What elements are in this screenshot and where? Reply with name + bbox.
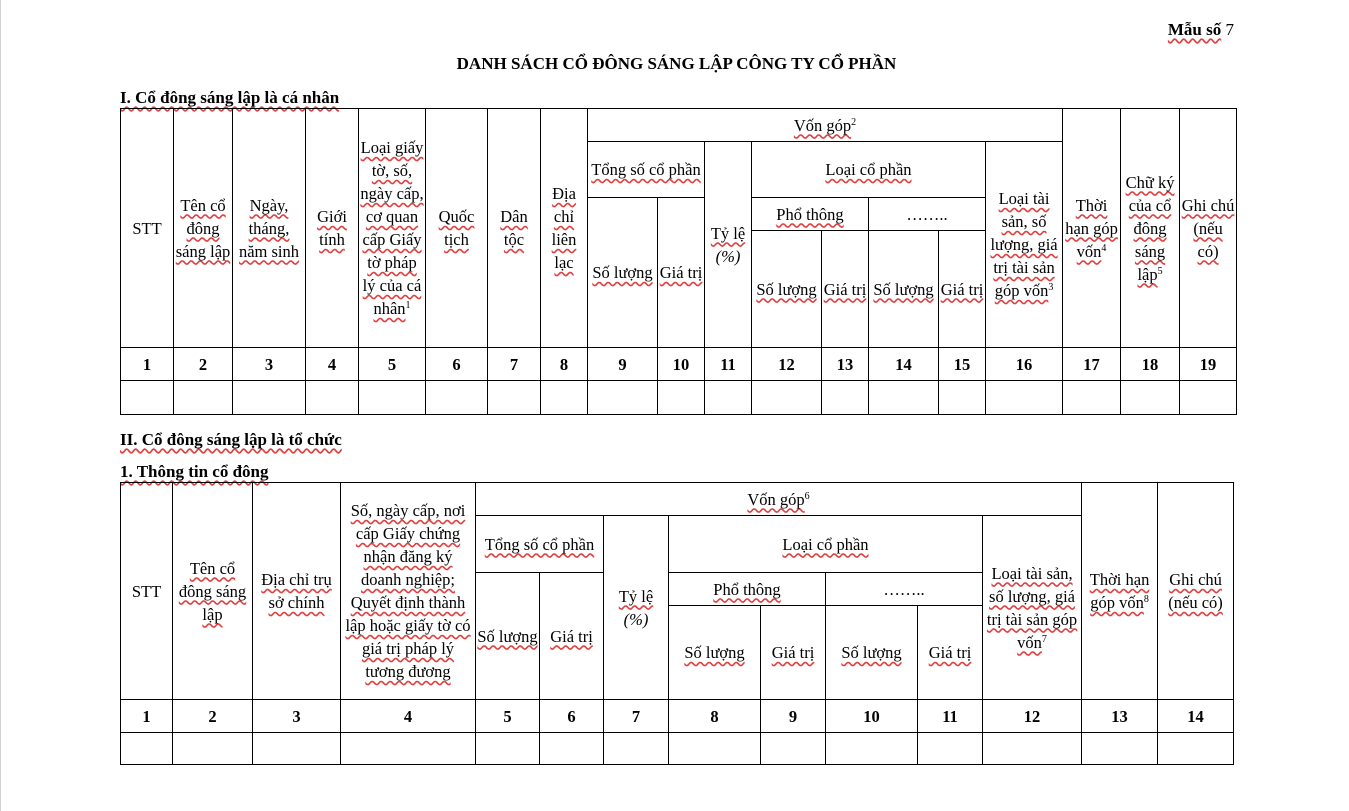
ind-column-number: 2 bbox=[174, 348, 233, 381]
ind-table-cell[interactable] bbox=[588, 381, 658, 415]
organization-shareholders-table bbox=[120, 482, 1234, 765]
footnote-6: 6 bbox=[804, 490, 810, 502]
header-total-quantity: Số lượng bbox=[592, 263, 653, 282]
org-header-other-quantity: Số lượng bbox=[841, 643, 902, 662]
header-common-quantity: Số lượng bbox=[756, 279, 817, 299]
document-title: DANH SÁCH CỔ ĐÔNG SÁNG LẬP CÔNG TY CỔ PHẦN bbox=[456, 54, 897, 73]
org-column-number: 6 bbox=[540, 700, 604, 733]
header-date-of-birth: Ngày, tháng, năm sinh bbox=[238, 195, 300, 261]
header-total-value: Giá trị bbox=[659, 263, 703, 282]
org-table-cell[interactable] bbox=[983, 733, 1082, 765]
org-header-registration-doc: Số, ngày cấp, nơi cấp Giấy chứng nhận đăng ký doanh nghiệp; Quyết định thành lập hoặc giấy tờ có giá trị pháp lý tương đương bbox=[345, 501, 471, 681]
org-table-cell[interactable] bbox=[1158, 733, 1234, 765]
org-header-contribution-term: Thời hạn góp vốn bbox=[1089, 570, 1150, 612]
org-table-cell[interactable] bbox=[1082, 733, 1158, 765]
org-table-cell[interactable] bbox=[918, 733, 983, 765]
org-column-number: 9 bbox=[761, 700, 826, 733]
ind-table-cell[interactable] bbox=[1121, 381, 1180, 415]
org-header-other-shares: …….. bbox=[826, 573, 983, 606]
org-header-common-shares: Phổ thông bbox=[713, 579, 781, 599]
individual-shareholders-table bbox=[120, 108, 1237, 415]
header-common-value: Giá trị bbox=[823, 279, 867, 299]
ind-table-cell[interactable] bbox=[426, 381, 488, 415]
org-column-number: 5 bbox=[476, 700, 540, 733]
ind-column-number: 18 bbox=[1121, 348, 1180, 381]
ind-table-cell[interactable] bbox=[121, 381, 174, 415]
section1-heading-text: I. Cổ đông sáng lập là cá nhân bbox=[120, 88, 340, 107]
ind-column-number: 19 bbox=[1180, 348, 1237, 381]
header-contact-address: Địa chỉ liên lạc bbox=[551, 184, 577, 272]
org-header-head-office: Địa chỉ trụ sở chính bbox=[261, 570, 332, 612]
header-capital-contribution: Vốn góp bbox=[793, 115, 852, 135]
ind-column-number: 9 bbox=[588, 348, 658, 381]
form-number-value: 7 bbox=[1225, 20, 1234, 39]
ind-column-number: 7 bbox=[488, 348, 541, 381]
footnote-4: 4 bbox=[1101, 242, 1107, 254]
header-stt: STT bbox=[121, 109, 174, 348]
org-table-cell[interactable] bbox=[826, 733, 918, 765]
footnote-8: 8 bbox=[1143, 594, 1149, 605]
ind-column-number: 10 bbox=[658, 348, 705, 381]
header-signature: Chữ ký của cổ đông sáng lập bbox=[1125, 172, 1175, 284]
org-table-cell[interactable] bbox=[761, 733, 826, 765]
header-contribution-term: Thời hạn góp vốn bbox=[1065, 195, 1118, 261]
header-other-shares: …….. bbox=[869, 198, 986, 231]
ind-column-number: 5 bbox=[359, 348, 426, 381]
ind-table-cell[interactable] bbox=[752, 381, 822, 415]
ind-column-number: 13 bbox=[822, 348, 869, 381]
ind-column-number: 12 bbox=[752, 348, 822, 381]
header-nationality: Quốc tịch bbox=[438, 207, 475, 249]
ind-table-cell[interactable] bbox=[359, 381, 426, 415]
header-notes: Ghi chú (nếu có) bbox=[1181, 195, 1235, 261]
org-table-cell[interactable] bbox=[540, 733, 604, 765]
footnote-5: 5 bbox=[1157, 265, 1163, 277]
ind-table-cell[interactable] bbox=[488, 381, 541, 415]
ind-column-number: 8 bbox=[541, 348, 588, 381]
header-other-quantity: Số lượng bbox=[873, 279, 934, 299]
org-header-total-shares: Tổng số cổ phần bbox=[484, 534, 595, 554]
ind-table-cell[interactable] bbox=[822, 381, 869, 415]
org-column-number: 3 bbox=[253, 700, 341, 733]
ind-column-number: 15 bbox=[939, 348, 986, 381]
org-table-cell[interactable] bbox=[173, 733, 253, 765]
org-column-number: 12 bbox=[983, 700, 1082, 733]
form-number-label: Mẫu số bbox=[1167, 20, 1222, 39]
footnote-3: 3 bbox=[1048, 282, 1054, 293]
ind-column-number: 1 bbox=[121, 348, 174, 381]
org-column-number: 14 bbox=[1158, 700, 1234, 733]
footnote-1: 1 bbox=[405, 300, 411, 311]
ind-table-cell[interactable] bbox=[174, 381, 233, 415]
ind-table-cell[interactable] bbox=[1063, 381, 1121, 415]
org-table-cell[interactable] bbox=[253, 733, 341, 765]
header-ratio-unit: (%) bbox=[715, 246, 741, 266]
org-table-cell[interactable] bbox=[121, 733, 173, 765]
ind-table-cell[interactable] bbox=[658, 381, 705, 415]
org-column-number: 4 bbox=[341, 700, 476, 733]
org-table-cell[interactable] bbox=[476, 733, 540, 765]
footnote-7: 7 bbox=[1041, 633, 1047, 645]
org-header-common-value: Giá trị bbox=[771, 643, 815, 662]
section2-subheading bbox=[120, 462, 268, 482]
ind-column-number: 17 bbox=[1063, 348, 1121, 381]
column-number-row bbox=[121, 348, 1237, 381]
ind-table-cell[interactable] bbox=[705, 381, 752, 415]
ind-table-cell[interactable] bbox=[869, 381, 939, 415]
org-column-number: 2 bbox=[173, 700, 253, 733]
header-other-value: Giá trị bbox=[940, 279, 984, 299]
ind-column-number: 4 bbox=[306, 348, 359, 381]
ind-table-cell[interactable] bbox=[939, 381, 986, 415]
org-header-other-value: Giá trị bbox=[928, 643, 972, 662]
ind-column-number: 3 bbox=[233, 348, 306, 381]
table-row bbox=[121, 733, 1234, 765]
header-founder-name: Tên cổ đông sáng lập bbox=[175, 195, 231, 261]
footnote-2: 2 bbox=[851, 116, 857, 128]
org-header-contributed-assets: Loại tài sản, số lượng, giá trị tài sản góp vốn bbox=[986, 563, 1078, 652]
org-header-total-value: Giá trị bbox=[550, 626, 593, 646]
ind-table-cell[interactable] bbox=[233, 381, 306, 415]
org-column-number-row bbox=[121, 700, 1234, 733]
header-gender: Giới tính bbox=[317, 207, 347, 249]
header-contributed-assets: Loại tài sản, số lượng, giá trị tài sản góp vốn bbox=[990, 189, 1058, 300]
ind-table-cell[interactable] bbox=[986, 381, 1063, 415]
org-table-cell[interactable] bbox=[669, 733, 761, 765]
ind-column-number: 16 bbox=[986, 348, 1063, 381]
org-header-stt: STT bbox=[121, 483, 173, 700]
org-column-number: 10 bbox=[826, 700, 918, 733]
ind-column-number: 14 bbox=[869, 348, 939, 381]
org-column-number: 11 bbox=[918, 700, 983, 733]
org-header-notes: Ghi chú (nếu có) bbox=[1168, 570, 1223, 612]
table-row bbox=[121, 381, 1237, 415]
org-column-number: 1 bbox=[121, 700, 173, 733]
header-ethnicity: Dân tộc bbox=[500, 207, 528, 249]
org-table-cell[interactable] bbox=[604, 733, 669, 765]
section2-heading bbox=[120, 430, 342, 450]
header-share-type: Loại cổ phần bbox=[825, 160, 912, 179]
org-header-capital-contribution: Vốn góp bbox=[747, 489, 805, 509]
header-total-shares: Tổng số cổ phần bbox=[591, 160, 701, 179]
org-header-founder-name: Tên cổ đông sáng lập bbox=[178, 558, 247, 624]
header-common-shares: Phổ thông bbox=[776, 204, 844, 224]
org-header-ratio-unit: (%) bbox=[623, 609, 649, 629]
org-header-share-type: Loại cổ phần bbox=[782, 534, 869, 554]
section2-heading-text: II. Cổ đông sáng lập là tổ chức bbox=[120, 430, 342, 449]
org-column-number: 13 bbox=[1082, 700, 1158, 733]
org-header-total-quantity: Số lượng bbox=[477, 626, 538, 646]
ind-table-cell[interactable] bbox=[541, 381, 588, 415]
section1-heading bbox=[120, 88, 339, 108]
ind-table-cell[interactable] bbox=[1180, 381, 1237, 415]
ind-table-cell[interactable] bbox=[306, 381, 359, 415]
org-table-cell[interactable] bbox=[341, 733, 476, 765]
header-ratio: Tỷ lệ bbox=[710, 223, 746, 243]
section2-subheading-text: 1. Thông tin cổ đông bbox=[120, 462, 269, 481]
page-left-edge bbox=[0, 0, 1, 811]
header-id-document: Loại giấy tờ, số, ngày cấp, cơ quan cấp Giấy tờ pháp lý của cá nhân bbox=[360, 138, 424, 318]
form-number bbox=[1140, 20, 1234, 40]
org-header-ratio: Tỷ lệ bbox=[618, 586, 654, 606]
org-column-number: 8 bbox=[669, 700, 761, 733]
ind-column-number: 11 bbox=[705, 348, 752, 381]
ind-column-number: 6 bbox=[426, 348, 488, 381]
org-header-common-quantity: Số lượng bbox=[684, 643, 745, 662]
org-column-number: 7 bbox=[604, 700, 669, 733]
